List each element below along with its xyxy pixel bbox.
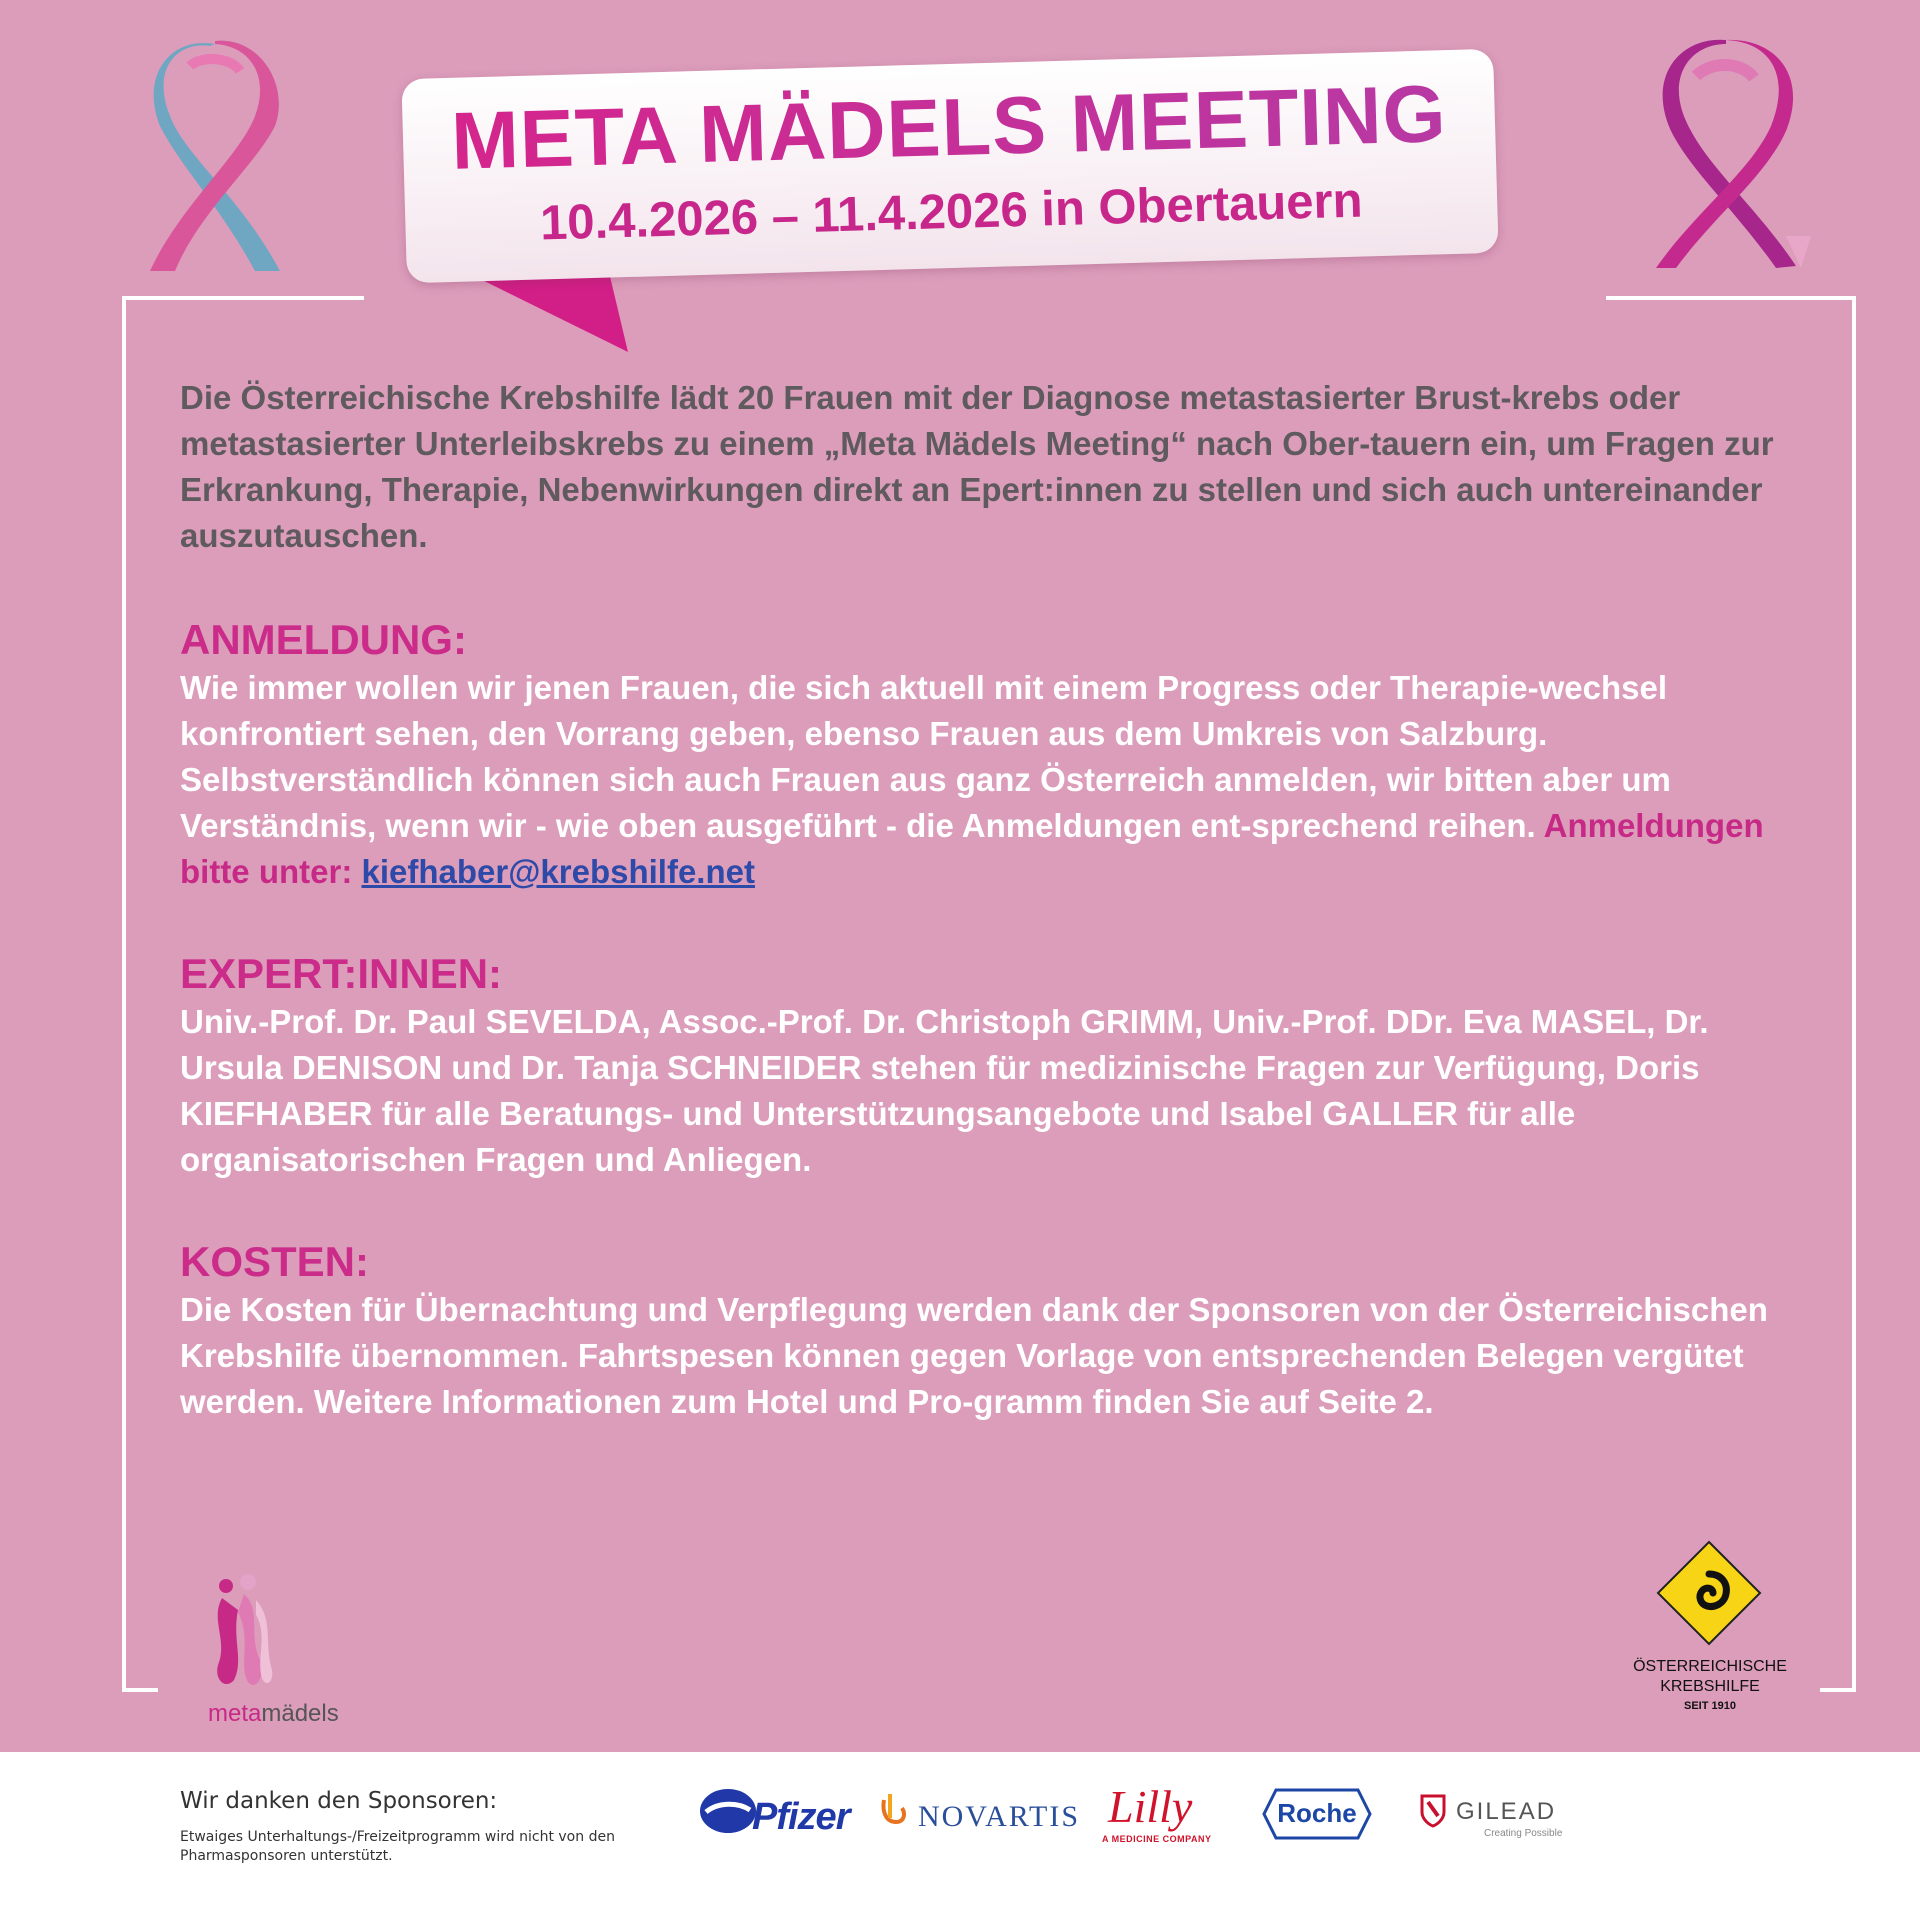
sponsor-roche: Roche [1277, 1798, 1357, 1828]
anmeldung-text: Wie immer wollen wir jenen Frauen, die sich aktuell mit einem Progress oder Therapie-wechsel konfrontiert sehen, den Vorrang geben, ebenso Frauen aus dem Umkreis von Salzburg. Selbstverständlich können sich auch Frauen aus ganz Österreich anmelden, wir bitten aber um Verständnis, wenn wir - wie oben ausgeführt - die Anmeldungen ent-sprechend reihen. [180, 669, 1671, 844]
heading-anmeldung: ANMELDUNG: [180, 616, 467, 663]
pfizer-logo-icon [698, 1782, 758, 1840]
sponsor-pfizer: Pfizer [752, 1796, 850, 1838]
sponsor-disclaimer: Etwaiges Unterhaltungs-/Freizeitprogramm wird nicht von den Pharmasponsoren unterstützt. [180, 1829, 615, 1864]
heading-expert: EXPERT:INNEN: [180, 950, 503, 997]
krebshilfe-name: ÖSTERREICHISCHE KREBSHILFE [1633, 1658, 1787, 1695]
sponsor-lilly-tagline: A MEDICINE COMPANY [1102, 1834, 1212, 1844]
logo-meta: meta [208, 1700, 262, 1727]
sponsor-thanks: Wir danken den Sponsoren: [180, 1788, 498, 1814]
section-anmeldung [180, 615, 1800, 895]
frame-bottom-left [122, 1688, 158, 1692]
registration-email-link[interactable]: kiefhaber@krebshilfe.net [361, 853, 755, 890]
frame-left [122, 296, 126, 1692]
sponsor-gilead: GILEAD [1456, 1798, 1557, 1825]
title-banner [401, 49, 1498, 283]
body-kosten: Die Kosten für Übernachtung und Verpflegung werden dank der Sponsoren von der Österreichischen Krebshilfe übernommen. Fahrtspesen können gegen Vorlage von entsprechenden Belegen vergütet werden. Weitere Informationen zum Hotel und Pro-gramm finden Sie auf Seite 2. [180, 1291, 1768, 1420]
awareness-ribbon-right-icon [1636, 36, 1816, 276]
event-date-location: 10.4.2026 – 11.4.2026 in Obertauern [539, 173, 1364, 251]
body-expert: Univ.-Prof. Dr. Paul SEVELDA, Assoc.-Prof. Dr. Christoph GRIMM, Univ.-Prof. DDr. Eva MASEL, Dr. Ursula DENISON und Dr. Tanja SCHNEIDER stehen für medizinische Fragen zur Verfügung, Doris KIEFHABER für alle Beratungs- und Unterstützungsangebote und Isabel GALLER für alle organisatorischen Fragen und Anliegen. [180, 1003, 1709, 1178]
metamaedels-figures-icon [204, 1570, 284, 1695]
frame-right [1852, 296, 1856, 1692]
frame-top-right [1606, 296, 1856, 300]
awareness-ribbon-left-icon [140, 36, 290, 276]
logo-maedels: mädels [261, 1700, 339, 1727]
sponsor-novartis: NOVARTIS [918, 1800, 1081, 1833]
metamaedels-logo-text [208, 1700, 339, 1728]
section-kosten [180, 1237, 1800, 1425]
frame-top-left [122, 296, 364, 300]
gilead-logo-icon [1418, 1792, 1448, 1828]
banner-tail-shape [458, 268, 628, 358]
krebshilfe-since: SEIT 1910 [1684, 1700, 1736, 1712]
novartis-logo-icon [876, 1792, 906, 1828]
frame-bottom-right [1820, 1688, 1856, 1692]
sponsor-lilly: Lilly [1108, 1781, 1193, 1832]
event-title: META MÄDELS MEETING [402, 67, 1496, 190]
anmeldung-cta: Anmeldungen bitte unter: [180, 807, 1764, 890]
sponsor-gilead-tagline: Creating Possible [1484, 1828, 1563, 1839]
sponsor-footer [0, 1752, 1920, 1920]
krebshilfe-logo-icon [1656, 1540, 1762, 1646]
heading-kosten: KOSTEN: [180, 1238, 369, 1285]
intro-paragraph: Die Österreichische Krebshilfe lädt 20 Frauen mit der Diagnose metastasierter Brust-krebs oder metastasierter Unterleibskrebs zu einem „Meta Mädels Meeting“ nach Ober-tauern ein, um Fragen zur Erkrankung, Therapie, Nebenwirkungen direkt an Epert:innen zu stellen und sich auch untereinander auszutauschen. [180, 379, 1774, 554]
body-anmeldung [180, 665, 1800, 895]
section-expert [180, 949, 1800, 1183]
main-content [180, 375, 1800, 1425]
